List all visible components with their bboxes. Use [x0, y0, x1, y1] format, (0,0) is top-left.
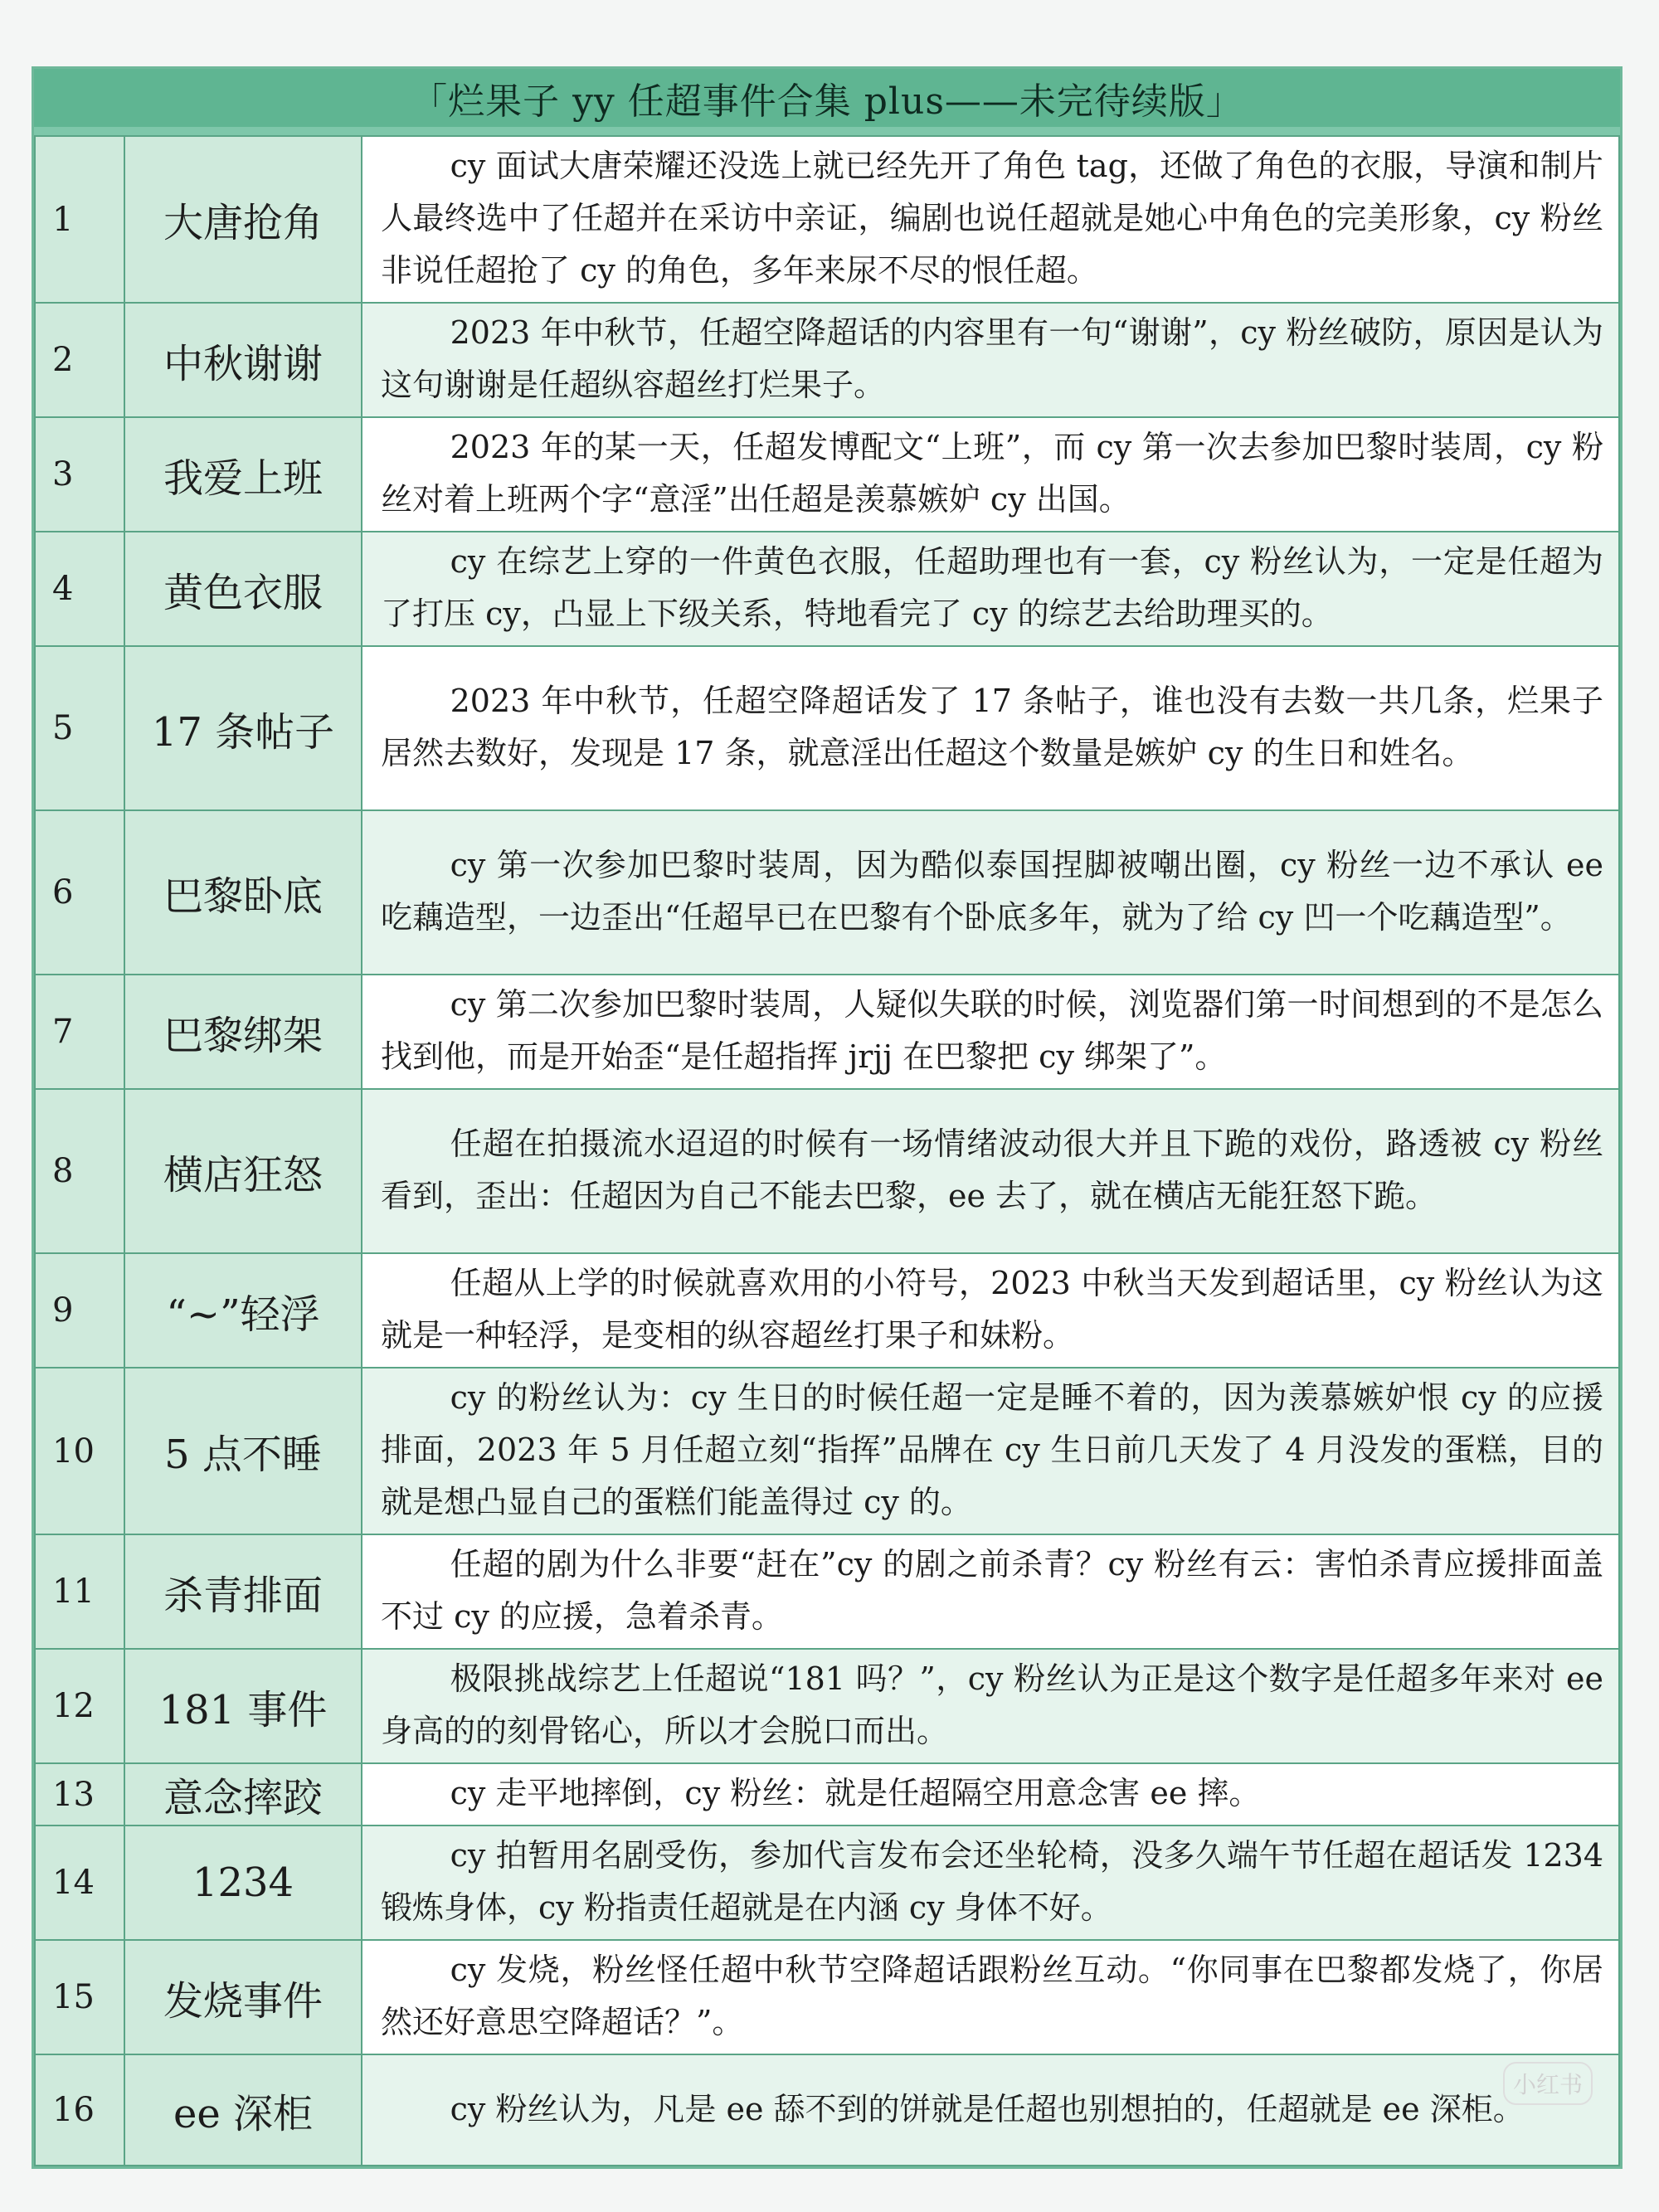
row-number: 5: [35, 646, 124, 810]
event-description: cy 第一次参加巴黎时装周，因为酷似泰国捏脚被嘲出圈，cy 粉丝一边不承认 ee 吃藕造型，一边歪出“任超早已在巴黎有个卧底多年，就为了给 cy 凹一个吃藕造型”。: [362, 810, 1619, 975]
table-row: [35, 303, 1619, 417]
event-name: 我爱上班: [124, 417, 362, 532]
table-row: [35, 1368, 1619, 1534]
event-name: 巴黎卧底: [124, 810, 362, 975]
table-row: [35, 1826, 1619, 1940]
event-name: 181 事件: [124, 1649, 362, 1763]
event-name: “~”轻浮: [124, 1253, 362, 1368]
table-row: [35, 1089, 1619, 1253]
row-number: 14: [35, 1826, 124, 1940]
event-description: cy 第二次参加巴黎时装周，人疑似失联的时候，浏览器们第一时间想到的不是怎么找到他，而是开始歪“是任超指挥 jrjj 在巴黎把 cy 绑架了”。: [362, 975, 1619, 1089]
row-number: 4: [35, 532, 124, 646]
row-number: 12: [35, 1649, 124, 1763]
event-description: 任超在拍摄流水迢迢的时候有一场情绪波动很大并且下跪的戏份，路透被 cy 粉丝看到，歪出：任超因为自己不能去巴黎，ee 去了，就在横店无能狂怒下跪。: [362, 1089, 1619, 1253]
event-name: 意念摔跤: [124, 1763, 362, 1826]
event-description: 任超从上学的时候就喜欢用的小符号，2023 中秋当天发到超话里，cy 粉丝认为这就是一种轻浮，是变相的纵容超丝打果子和妹粉。: [362, 1253, 1619, 1368]
row-number: 10: [35, 1368, 124, 1534]
xiaohongshu-watermark: 小红书: [1503, 2062, 1593, 2105]
table-title: 「烂果子 yy 任超事件合集 plus——未完待续版」: [34, 69, 1620, 135]
event-name: 1234: [124, 1826, 362, 1940]
event-name: 5 点不睡: [124, 1368, 362, 1534]
table-row: [35, 810, 1619, 975]
event-name: 黄色衣服: [124, 532, 362, 646]
row-number: 1: [35, 136, 124, 303]
event-name: 发烧事件: [124, 1940, 362, 2054]
row-number: 16: [35, 2054, 124, 2166]
event-description: cy 面试大唐荣耀还没选上就已经先开了角色 tag，还做了角色的衣服，导演和制片人最终选中了任超并在采访中亲证，编剧也说任超就是她心中角色的完美形象，cy 粉丝非说任超抢了 cy 的角色，多年来尿不尽的恨任超。: [362, 136, 1619, 303]
event-description: cy 粉丝认为，凡是 ee 舔不到的饼就是任超也别想拍的，任超就是 ee 深柜。: [362, 2054, 1619, 2166]
event-description: 2023 年中秋节，任超空降超话的内容里有一句“谢谢”，cy 粉丝破防，原因是认为这句谢谢是任超纵容超丝打烂果子。: [362, 303, 1619, 417]
event-description: cy 的粉丝认为：cy 生日的时候任超一定是睡不着的，因为羡慕嫉妒恨 cy 的应援 排面，2023 年 5 月任超立刻“指挥”品牌在 cy 生日前几天发了 4 月没发的蛋糕，目的就是想凸显自己的蛋糕们能盖得过 cy 的。: [362, 1368, 1619, 1534]
row-number: 8: [35, 1089, 124, 1253]
event-name: 横店狂怒: [124, 1089, 362, 1253]
events-table-body: [35, 136, 1619, 2166]
table-row: [35, 1534, 1619, 1649]
table-row: [35, 975, 1619, 1089]
table-row: [35, 1763, 1619, 1826]
table-row: [35, 646, 1619, 810]
event-name: ee 深柜: [124, 2054, 362, 2166]
table-row: [35, 1253, 1619, 1368]
table-row: [35, 417, 1619, 532]
row-number: 11: [35, 1534, 124, 1649]
row-number: 3: [35, 417, 124, 532]
event-name: 巴黎绑架: [124, 975, 362, 1089]
events-table-sheet: [32, 66, 1623, 2169]
event-name: 17 条帖子: [124, 646, 362, 810]
event-name: 杀青排面: [124, 1534, 362, 1649]
table-row: [35, 1649, 1619, 1763]
table-row: [35, 1940, 1619, 2054]
event-name: 中秋谢谢: [124, 303, 362, 417]
event-description: 2023 年中秋节，任超空降超话发了 17 条帖子，谁也没有去数一共几条，烂果子居然去数好，发现是 17 条，就意淫出任超这个数量是嫉妒 cy 的生日和姓名。: [362, 646, 1619, 810]
event-description: cy 发烧，粉丝怪任超中秋节空降超话跟粉丝互动。“你同事在巴黎都发烧了，你居然还好意思空降超话？”。: [362, 1940, 1619, 2054]
row-number: 15: [35, 1940, 124, 2054]
event-description: cy 走平地摔倒，cy 粉丝：就是任超隔空用意念害 ee 摔。: [362, 1763, 1619, 1826]
row-number: 13: [35, 1763, 124, 1826]
event-description: 极限挑战综艺上任超说“181 吗？”，cy 粉丝认为正是这个数字是任超多年来对 ee 身高的的刻骨铭心，所以才会脱口而出。: [362, 1649, 1619, 1763]
event-description: cy 在综艺上穿的一件黄色衣服，任超助理也有一套，cy 粉丝认为，一定是任超为了打压 cy，凸显上下级关系，特地看完了 cy 的综艺去给助理买的。: [362, 532, 1619, 646]
row-number: 7: [35, 975, 124, 1089]
event-description: 任超的剧为什么非要“赶在”cy 的剧之前杀青？cy 粉丝有云：害怕杀青应援排面盖不过 cy 的应援，急着杀青。: [362, 1534, 1619, 1649]
table-row: [35, 532, 1619, 646]
table-row: [35, 136, 1619, 303]
event-description: cy 拍暂用名剧受伤，参加代言发布会还坐轮椅，没多久端午节任超在超话发 1234 锻炼身体，cy 粉指责任超就是在内涵 cy 身体不好。: [362, 1826, 1619, 1940]
row-number: 6: [35, 810, 124, 975]
row-number: 9: [35, 1253, 124, 1368]
table-row: [35, 2054, 1619, 2166]
events-table: [34, 135, 1620, 2166]
event-name: 大唐抢角: [124, 136, 362, 303]
row-number: 2: [35, 303, 124, 417]
event-description: 2023 年的某一天，任超发博配文“上班”，而 cy 第一次去参加巴黎时装周，cy 粉丝对着上班两个字“意淫”出任超是羡慕嫉妒 cy 出国。: [362, 417, 1619, 532]
